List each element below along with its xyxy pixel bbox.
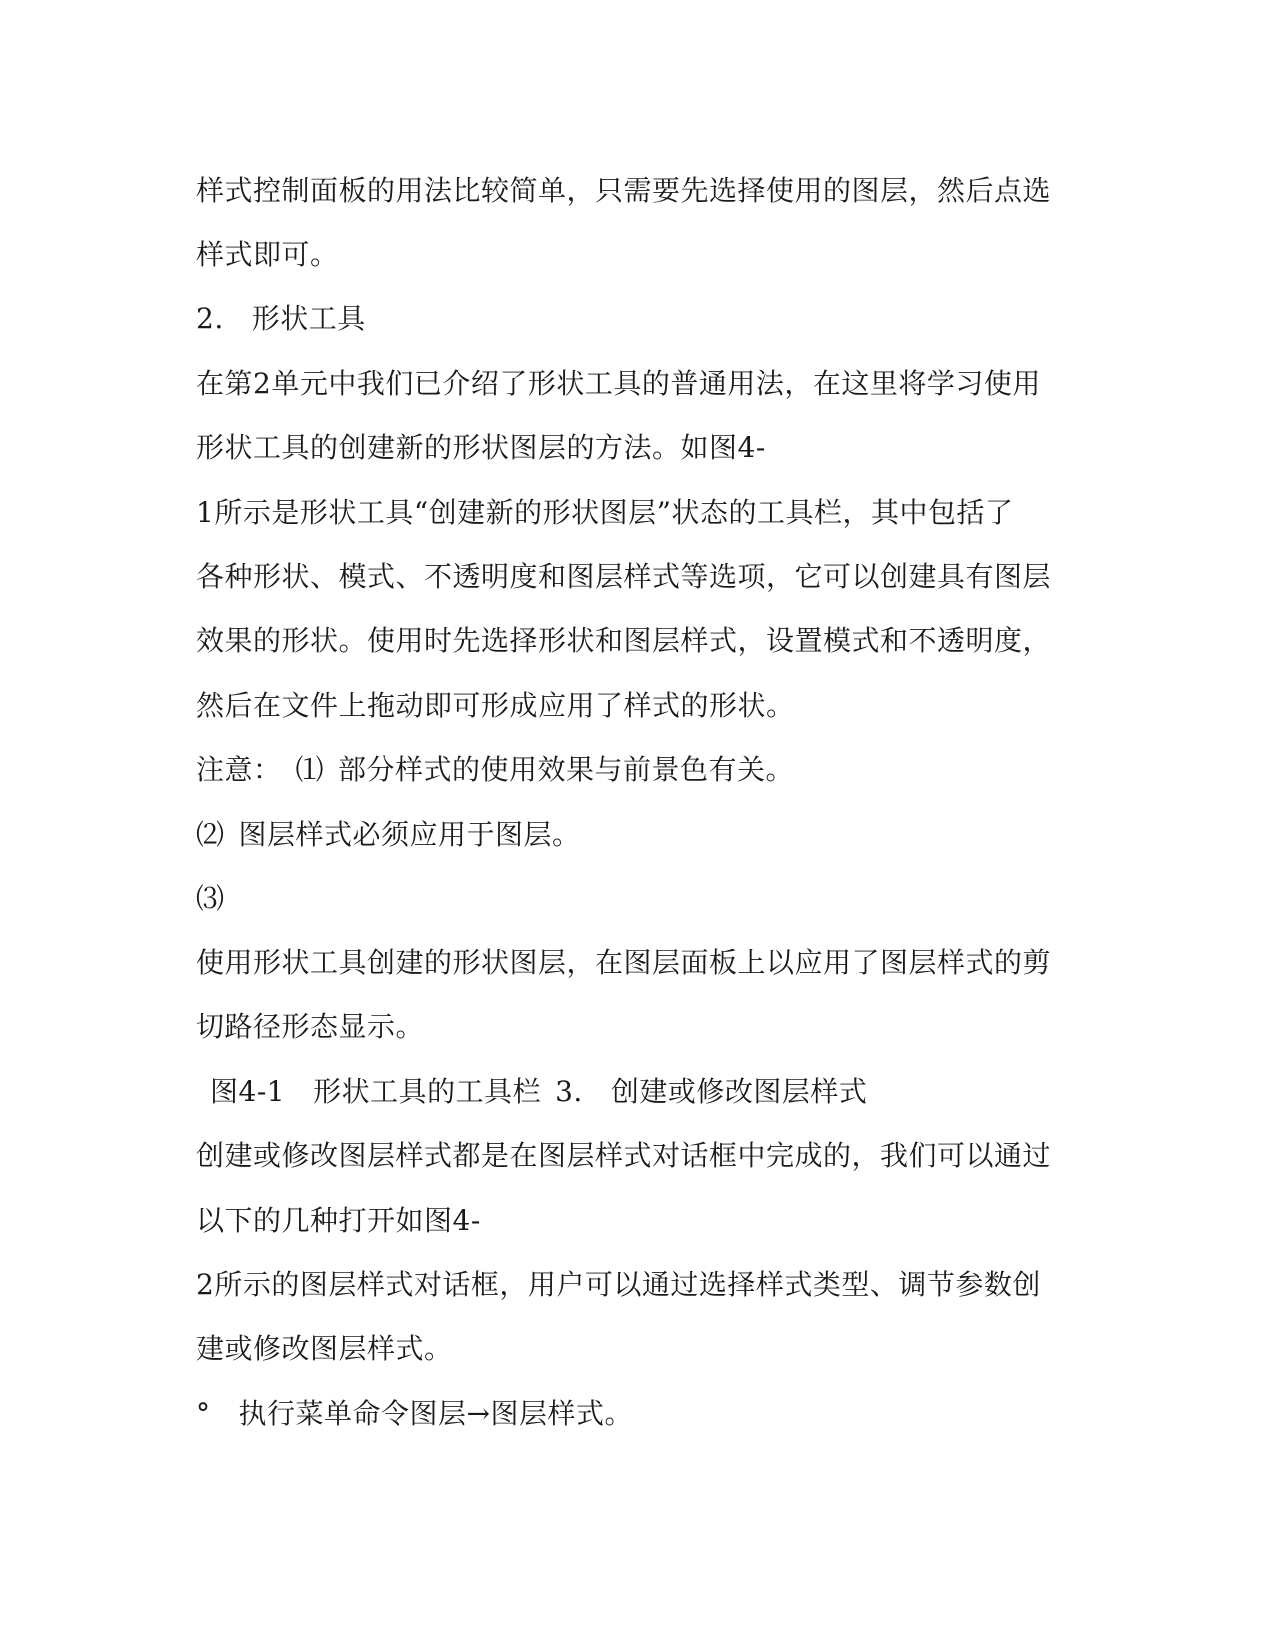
paragraph-line: 1所示是形状工具“创建新的形状图层”状态的工具栏，其中包括了 <box>196 496 1014 529</box>
bullet-text: 执行菜单命令图层→图层样式。 <box>238 1397 633 1430</box>
paragraph-line: 使用形状工具创建的形状图层，在图层面板上以应用了图层样式的剪 <box>196 946 1052 979</box>
note-text: 部分样式的使用效果与前景色有关。 <box>338 753 795 786</box>
section-title: 形状工具 <box>251 302 366 335</box>
paragraph-line: 样式即可。 <box>196 238 339 271</box>
note-text: 图层样式必须应用于图层。 <box>238 818 581 851</box>
paragraph-line: 形状工具的创建新的形状图层的方法。如图4- <box>196 431 766 464</box>
section-number: 3. <box>555 1075 583 1108</box>
figure-label: 图4-1 <box>210 1075 286 1108</box>
paragraph-line: 然后在文件上拖动即可形成应用了样式的形状。 <box>196 689 795 722</box>
bullet-marker: ° <box>196 1397 211 1430</box>
paragraph-line: 2所示的图层样式对话框，用户可以通过选择样式类型、调节参数创 <box>196 1268 1041 1301</box>
section-heading-2 <box>196 302 366 336</box>
paragraph-line: 效果的形状。使用时先选择形状和图层样式，设置模式和不透明度， <box>196 624 1052 657</box>
paragraph-line: 各种形状、模式、不透明度和图层样式等选项，它可以创建具有图层 <box>196 560 1052 593</box>
paragraph-line: 在第2单元中我们已介绍了形状工具的普通用法，在这里将学习使用 <box>196 367 1041 400</box>
paragraph-line: 建或修改图层样式。 <box>196 1332 453 1365</box>
note-item-1 <box>196 753 794 787</box>
figure-caption-line <box>210 1075 867 1109</box>
section-number: 2. <box>196 302 224 335</box>
bullet-item <box>196 1397 633 1431</box>
figure-caption: 形状工具的工具栏 <box>313 1075 542 1108</box>
note-item-2 <box>196 818 581 852</box>
note-marker: ⑵ <box>196 818 225 851</box>
paragraph-line: 以下的几种打开如图4- <box>196 1204 481 1237</box>
paragraph-line: 创建或修改图层样式都是在图层样式对话框中完成的，我们可以通过 <box>196 1139 1052 1172</box>
note-marker: ⑴ <box>295 753 325 786</box>
section-title: 创建或修改图层样式 <box>610 1075 868 1108</box>
note-item-3 <box>196 882 225 916</box>
note-marker: ⑶ <box>196 882 225 915</box>
paragraph-line: 样式控制面板的用法比较简单，只需要先选择使用的图层，然后点选 <box>196 174 1052 207</box>
note-label: 注意： <box>196 753 282 786</box>
paragraph-line: 切路径形态显示。 <box>196 1010 425 1043</box>
